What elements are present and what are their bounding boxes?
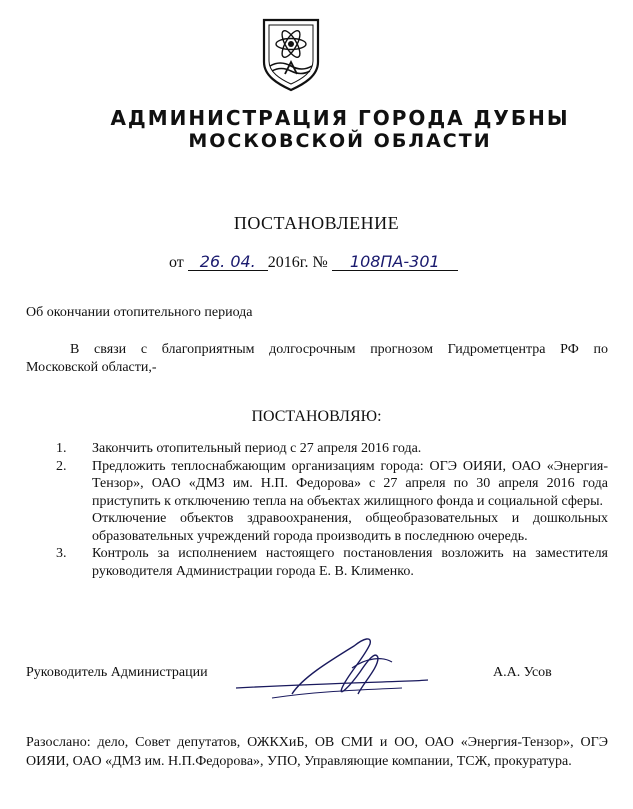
- signatory-position: Руководитель Администрации: [26, 665, 208, 680]
- decree-word: ПОСТАНОВЛЯЮ:: [251, 408, 382, 425]
- item-extra-text: Отключение объектов здравоохранения, общеобразовательных и дошкольных образовательных учреждений города производить в последнюю очередь.: [92, 511, 608, 544]
- item-number: 1.: [56, 441, 67, 456]
- list-item: [56, 458, 608, 546]
- document-subject: Об окончании отопительного периода: [26, 305, 253, 320]
- intro-line2: Московской области,-: [26, 360, 157, 375]
- handwritten-date: 26. 04.: [188, 254, 268, 271]
- item-text: Закончить отопительный период с 27 апреля 2016 года.: [92, 441, 422, 456]
- item-text: Контроль за исполнением настоящего постановления возложить на заместителя руководителя Администрации города Е. В. Клименко.: [92, 546, 608, 579]
- distribution-list: Разослано: дело, Совет депутатов, ОЖКХиБ, ОВ СМИ и ОО, ОАО «Энергия-Тензор», ОГЭ ОИЯИ, ОАО «ДМЗ им. Н.П.Федорова», УПО, Управляющие компании, ТСЖ, прокуратура.: [26, 735, 608, 769]
- list-item: [56, 545, 608, 580]
- org-name-line1: АДМИНИСТРАЦИЯ ГОРОДА ДУБНЫ: [110, 106, 570, 130]
- date-prefix: от: [169, 254, 184, 271]
- item-number: 2.: [56, 458, 67, 474]
- list-item: [56, 440, 608, 458]
- signatory-name: А.А. Усов: [493, 665, 552, 680]
- intro-paragraph: [26, 341, 608, 377]
- document-type: ПОСТАНОВЛЕНИЕ: [233, 213, 400, 233]
- handwritten-signature-icon: [232, 628, 432, 706]
- decree-items-list: [56, 440, 608, 580]
- city-coat-of-arms-icon: [260, 14, 322, 92]
- item-text: Предложить теплоснабжающим организациям города: ОГЭ ОИЯИ, ОАО «Энергия-Тензор», ОАО «ДМЗ им. Н.П. Федорова» с 27 апреля по 30 апреля 2016 года приступить к отключению тепла на объектах жилищного фонда и социальной сферы.: [92, 458, 608, 509]
- handwritten-number: 108ПА-301: [332, 254, 458, 271]
- org-name-line2: МОСКОВСКОЙ ОБЛАСТИ: [188, 130, 492, 152]
- intro-line1: В связи с благоприятным долгосрочным прогнозом Гидрометцентра РФ по: [70, 342, 608, 357]
- year-suffix: 2016г. №: [267, 254, 328, 271]
- document-number-line: [169, 254, 458, 272]
- item-number: 3.: [56, 546, 67, 561]
